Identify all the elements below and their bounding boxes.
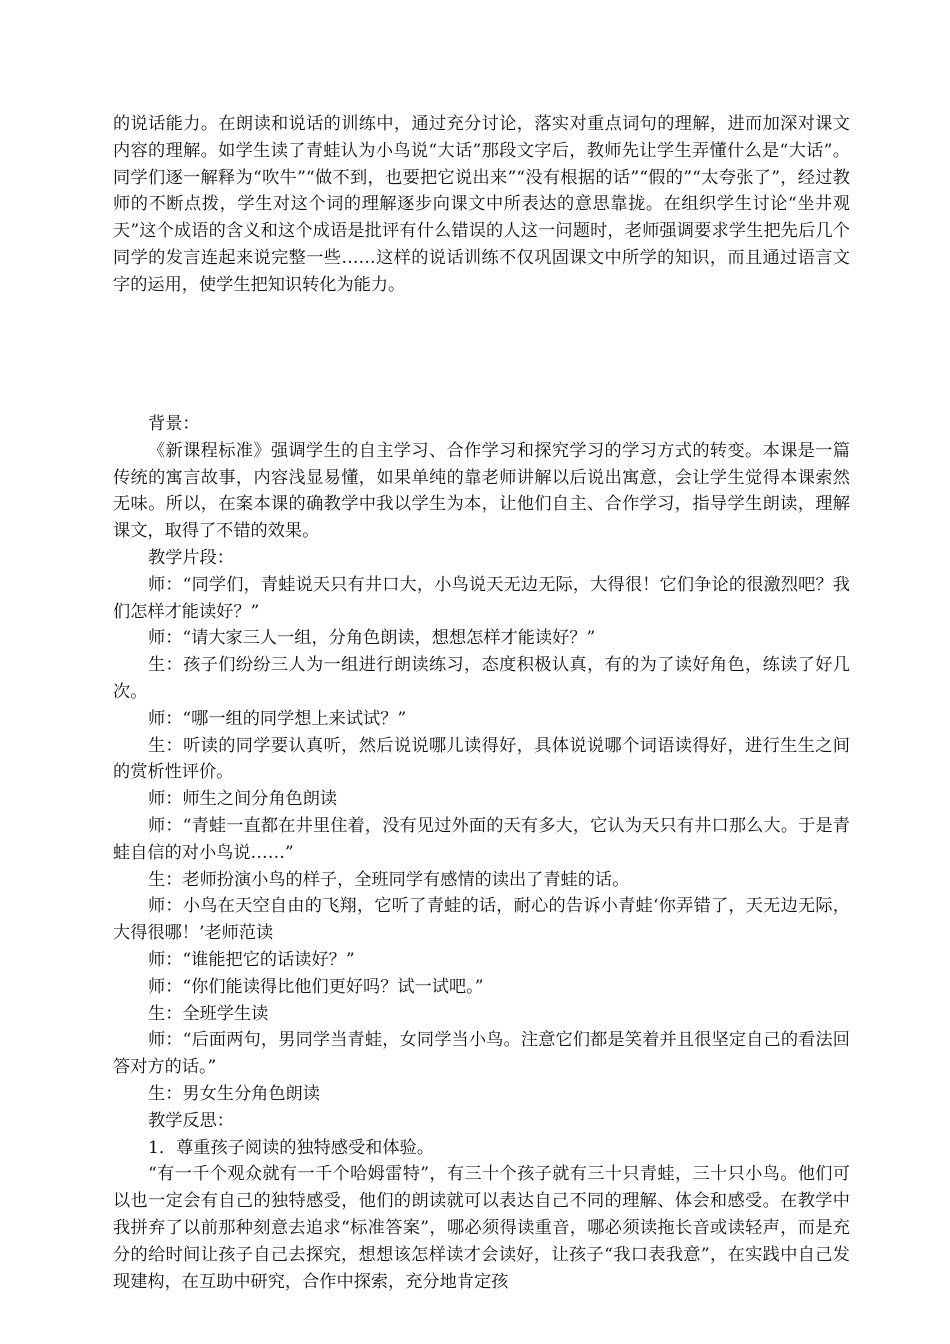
dialogue-line: 生：男女生分角色朗读 [148, 1083, 320, 1104]
intro-paragraph: 的说话能力。在朗读和说话的训练中，通过充分讨论，落实对重点词句的理解，进而加深对课文内容的理解。如学生读了青蛙认为小鸟说“大话”那段文字后，教师先让学生弄懂什么是“大话”。同学们逐一解释为“吹牛”“做不到，也要把它说出来”“没有根据的话”“假的”“太夸张了”，经过教师的不断点拨，学生对这个词的理解逐步向课文中所表达的意思靠拢。在组织学生讨论“坐井观天”这个成语的含义和这个成语是批评有什么错误的人这一问题时，老师强调要求学生把先后几个同学的发言连起来说完整一些……这样的说话训练不仅巩固课文中所学的知识，而且通过语言文字的运用，使学生把知识转化为能力。 [113, 114, 850, 295]
reflection-paragraph: “有一千个观众就有一千个哈姆雷特”，有三十个孩子就有三十只青蛙，三十只小鸟。他们可以也一定会有自己的独特感受，他们的朗读就可以表达自己不同的理解、体会和感受。在教学中我拼弃了以前那种刻意去追求“标准答案”，哪必须得读重音，哪必须读拖长音或读轻声，而是充分的给时间让孩子自己去探究，想想该怎样读才会读好，让孩子“我口表我意”，在实践中自己发现建构，在互助中研究，合作中探索，充分地肯定孩 [113, 1164, 850, 1292]
dialogue-line: 师：师生之间分角色朗读 [148, 789, 338, 810]
dialogue-line: 师：“你们能读得比他们更好吗？试一试吧。” [148, 976, 484, 997]
dialogue-line: 师：“哪一组的同学想上来试试？” [148, 708, 407, 729]
dialogue-line: 师：“谁能把它的话读好？” [148, 949, 355, 970]
dialogue-line: 师：“请大家三人一组，分角色朗读，想想怎样才能读好？” [148, 628, 596, 649]
fragment-heading: 教学片段： [148, 547, 234, 568]
background-heading: 背景： [148, 414, 200, 434]
reflection-point: 1．尊重孩子阅读的独特感受和体验。 [148, 1137, 434, 1158]
dialogue-line: 师：“同学们，青蛙说天只有井口大，小鸟说天无边无际，大得很！它们争论的很激烈吧？我们怎样才能读好？” [113, 574, 850, 622]
dialogue-line: 生：老师扮演小鸟的样子，全班同学有感情的读出了青蛙的话。 [148, 869, 630, 890]
dialogue-line: 生：全班学生读 [148, 1003, 269, 1024]
dialogue-line: 师：小鸟在天空自由的飞翔，它听了青蛙的话，耐心的告诉小青蛙‘你弄错了，天无边无际，大得很哪！’老师范读 [113, 896, 850, 944]
dialogue-line: 师：“后面两句，男同学当青蛙，女同学当小鸟。注意它们都是笑着并且很坚定自己的看法回答对方的话。” [113, 1030, 850, 1078]
dialogue-line: 生：听读的同学要认真听，然后说说哪儿读得好，具体说说哪个词语读得好，进行生生之间的赏析性评价。 [113, 735, 850, 783]
background-paragraph: 《新课程标准》强调学生的自主学习、合作学习和探究学习的学习方式的转变。本课是一篇传统的寓言故事，内容浅显易懂，如果单纯的靠老师讲解以后说出寓意，会让学生觉得本课索然无味。所以，在案本课的确教学中我以学生为本，让他们自主、合作学习，指导学生朗读，理解课文，取得了不错的效果。 [113, 440, 850, 542]
reflection-heading: 教学反思： [148, 1110, 234, 1131]
dialogue-line: 生：孩子们纷纷三人为一组进行朗读练习，态度积极认真，有的为了读好角色，练读了好几次。 [113, 655, 850, 702]
intro-section [113, 111, 850, 299]
case-study-section [113, 411, 850, 1295]
dialogue-line: 师：“青蛙一直都在井里住着，没有见过外面的天有多大，它认为天只有井口那么大。于是青蛙自信的对小鸟说……” [113, 815, 850, 863]
